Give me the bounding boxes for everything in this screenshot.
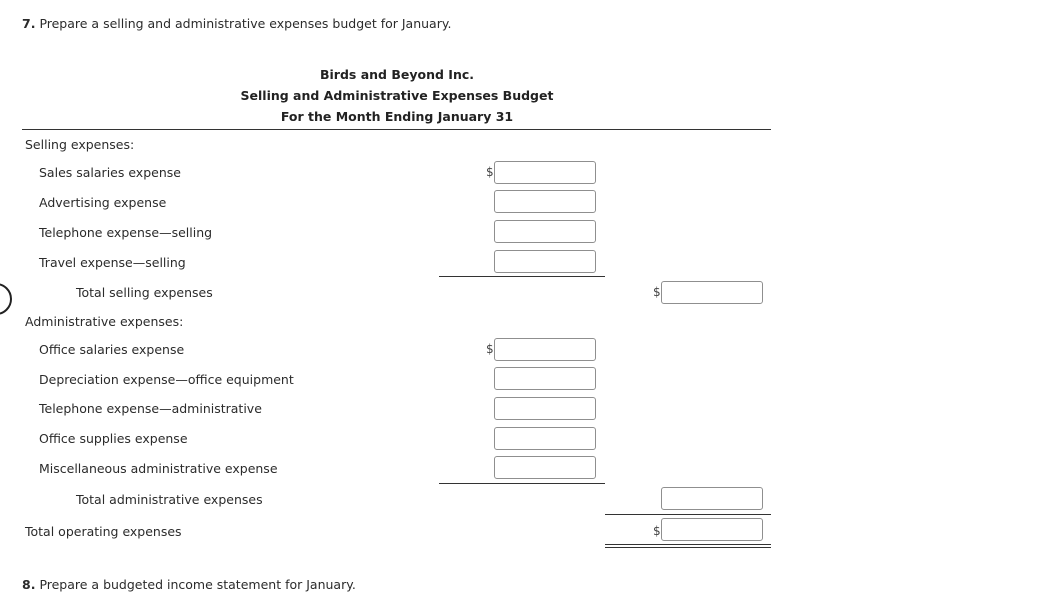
total-selling-input[interactable] (661, 281, 763, 304)
company-name: Birds and Beyond Inc. (320, 67, 474, 82)
line-label-advertising: Advertising expense (39, 195, 167, 210)
question-8-text: Prepare a budgeted income statement for January. (39, 577, 356, 592)
line-label-telephone-administrative: Telephone expense—administrative (39, 401, 262, 416)
side-circle-icon[interactable] (0, 283, 12, 315)
statement-period: For the Month Ending January 31 (280, 109, 514, 124)
administrative-heading: Administrative expenses: (25, 314, 184, 329)
line-label-telephone-selling: Telephone expense—selling (39, 225, 213, 240)
statement-title: Selling and Administrative Expenses Budget (240, 88, 554, 103)
administrative-subtotal-rule (439, 483, 605, 484)
telephone-administrative-input[interactable] (494, 397, 596, 420)
question-8 (22, 577, 356, 592)
advertising-input[interactable] (494, 190, 596, 213)
header-rule (22, 129, 771, 130)
question-7-text: Prepare a selling and administrative expenses budget for January. (39, 16, 452, 31)
office-supplies-input[interactable] (494, 427, 596, 450)
office-salaries-input[interactable] (494, 338, 596, 361)
line-label-miscellaneous: Miscellaneous administrative expense (39, 461, 278, 476)
sales-salaries-input[interactable] (494, 161, 596, 184)
line-label-office-supplies: Office supplies expense (39, 431, 188, 446)
total-operating-label: Total operating expenses (25, 524, 182, 539)
question-8-number: 8. (22, 577, 36, 592)
line-label-travel-selling: Travel expense—selling (39, 255, 186, 270)
question-7-number: 7. (22, 16, 36, 31)
line-label-depreciation: Depreciation expense—office equipment (39, 372, 294, 387)
travel-selling-input[interactable] (494, 250, 596, 273)
selling-subtotal-rule (439, 276, 605, 277)
total-administrative-label: Total administrative expenses (76, 492, 263, 507)
miscellaneous-input[interactable] (494, 456, 596, 479)
telephone-selling-input[interactable] (494, 220, 596, 243)
total-operating-input[interactable] (661, 518, 763, 541)
dollar-sign: $ (486, 165, 494, 179)
dollar-sign: $ (653, 285, 661, 299)
depreciation-input[interactable] (494, 367, 596, 390)
dollar-sign: $ (653, 524, 661, 538)
line-label-sales-salaries: Sales salaries expense (39, 165, 181, 180)
total-administrative-input[interactable] (661, 487, 763, 510)
total-double-rule (605, 544, 771, 548)
dollar-sign: $ (486, 342, 494, 356)
operating-subtotal-rule (605, 514, 771, 515)
question-7 (22, 16, 451, 31)
line-label-office-salaries: Office salaries expense (39, 342, 185, 357)
selling-heading: Selling expenses: (25, 137, 135, 152)
total-selling-label: Total selling expenses (76, 285, 213, 300)
